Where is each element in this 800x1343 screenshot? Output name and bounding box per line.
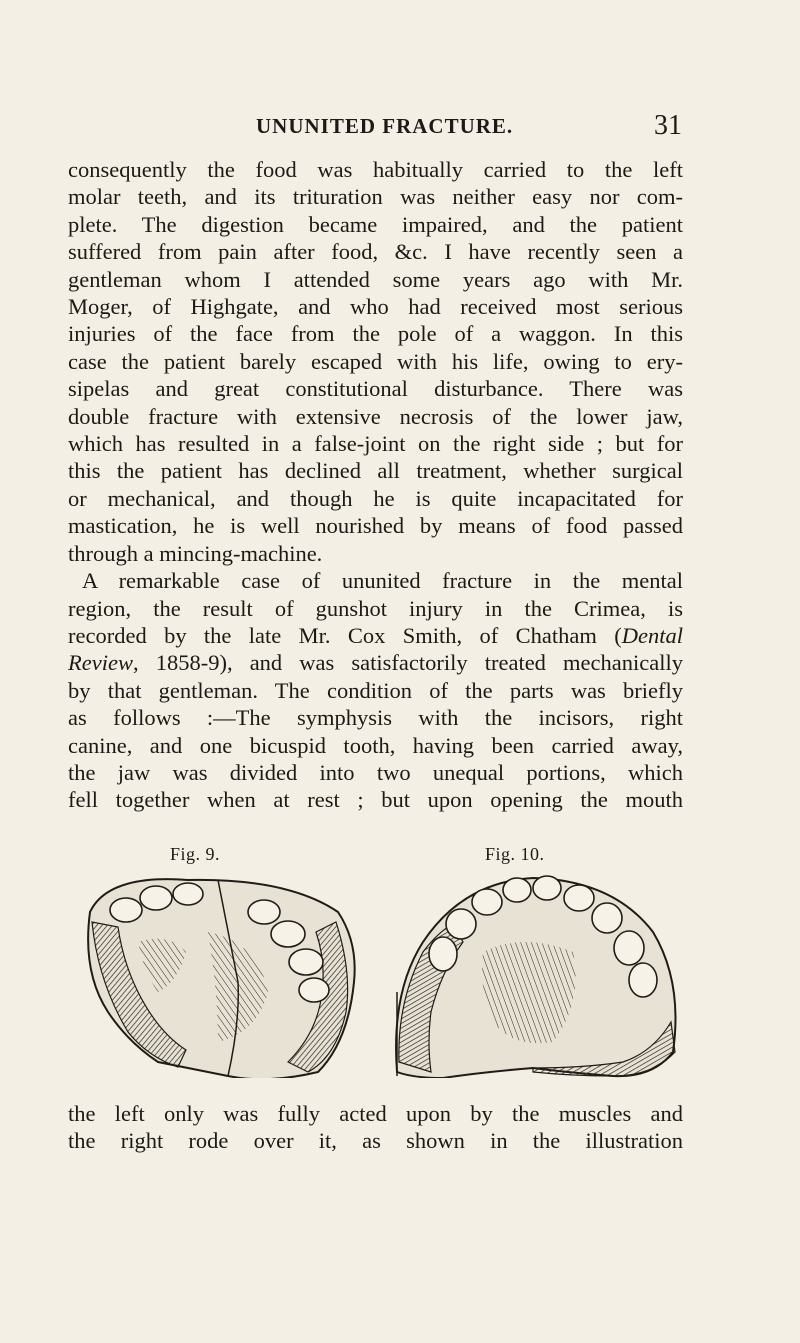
- text-line: or mechanical, and though he is quite incapacitated for: [68, 485, 683, 511]
- text-line: the left only was fully acted upon by the muscles and: [68, 1101, 683, 1126]
- text-line: [68, 649, 683, 676]
- text-line: suffered from pain after food, &c. I have recently seen a: [68, 239, 683, 265]
- text-line: case the patient barely escaped with his life, owing to ery-: [68, 348, 683, 374]
- text-segment: recorded by the late Mr. Cox Smith, of Chatham (: [68, 622, 622, 648]
- text-line: the jaw was divided into two unequal portions, which: [68, 759, 683, 785]
- text-line: sipelas and great constitutional disturbance. There was: [68, 376, 683, 402]
- fig9-caption: Fig. 9.: [170, 844, 221, 864]
- text-line: molar teeth, and its trituration was neither easy nor com-: [68, 184, 683, 210]
- text-line: as follows :—The symphysis with the incisors, right: [68, 705, 683, 731]
- fig10-jaw-illustration: [383, 872, 683, 1078]
- journal-title-italic: Review: [68, 650, 133, 676]
- text-line: consequently the food was habitually carried to the left: [68, 157, 683, 182]
- text-line: Moger, of Highgate, and who had received most serious: [68, 294, 683, 320]
- fig9-jaw-illustration: [68, 872, 368, 1078]
- text-line: this the patient has declined all treatment, whether surgical: [68, 458, 683, 484]
- fig10-caption: Fig. 10.: [485, 844, 545, 864]
- text-line: mastication, he is well nourished by means of food passed: [68, 513, 683, 539]
- text-line: plete. The digestion became impaired, and the patient: [68, 211, 683, 237]
- text-line: double fracture with extensive necrosis of the lower jaw,: [68, 403, 683, 429]
- text-line: fell together when at rest ; but upon opening the mouth: [68, 787, 683, 813]
- text-line: through a mincing-machine.: [68, 540, 323, 566]
- page-header: [0, 110, 800, 144]
- text-line: A remarkable case of ununited fracture in the mental: [82, 568, 683, 594]
- figures-row: [0, 844, 800, 1078]
- text-line: region, the result of gunshot injury in the Crimea, is: [68, 595, 683, 621]
- text-line: canine, and one bicuspid tooth, having been carried away,: [68, 732, 683, 758]
- text-line: injuries of the face from the pole of a waggon. In this: [68, 321, 683, 347]
- journal-title-italic: Dental: [621, 622, 683, 648]
- text-segment: , 1858-9), and was satisfactorily treated mechanically: [132, 650, 683, 676]
- text-line: which has resulted in a false-joint on the right side ; but for: [68, 431, 683, 457]
- bottom-text: [68, 1100, 683, 1155]
- text-line: by that gentleman. The condition of the parts was briefly: [68, 677, 683, 703]
- page-number: 31: [654, 110, 682, 141]
- text-line: [68, 622, 683, 649]
- text-line: gentleman whom I attended some years ago with Mr.: [68, 266, 683, 292]
- text-line: the right rode over it, as shown in the illustration: [68, 1128, 683, 1154]
- body-text: [68, 156, 683, 814]
- running-title: UNUNITED FRACTURE.: [256, 114, 514, 138]
